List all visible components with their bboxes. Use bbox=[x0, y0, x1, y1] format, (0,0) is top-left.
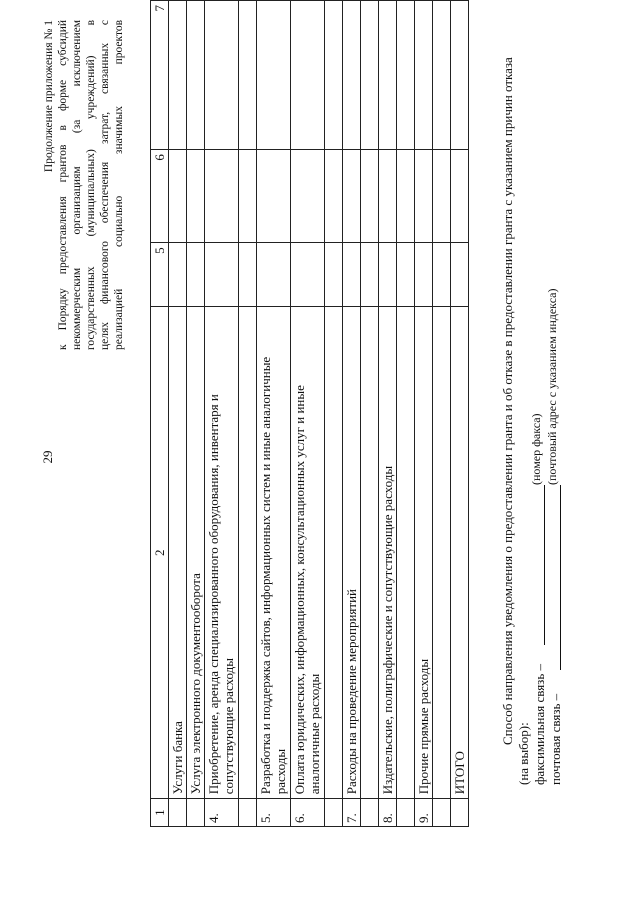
cell-empty bbox=[451, 1, 469, 150]
table-row bbox=[343, 1, 361, 827]
table-total-row bbox=[451, 1, 469, 827]
header-line-3: некоммерческим организациям (за исключением bbox=[71, 20, 83, 350]
header-line-6: реализацией социально значимых проектов bbox=[113, 20, 125, 350]
row-text bbox=[325, 307, 343, 799]
fax-label: факсимильная связь – bbox=[532, 664, 547, 785]
cell-empty bbox=[415, 243, 433, 307]
cell-empty bbox=[291, 150, 325, 243]
row-number: 7. bbox=[343, 799, 361, 827]
row-text: Приобретение, аренда специализированного оборудования, инвентаря и сопутствующие расходы bbox=[205, 307, 239, 799]
row-text: Оплата юридических, информационных, консультационных услуг и иные аналогичные расходы bbox=[291, 307, 325, 799]
cell-empty bbox=[205, 150, 239, 243]
header-cell-5: 5 bbox=[151, 243, 169, 307]
row-text bbox=[433, 307, 451, 799]
post-label: почтовая связь – bbox=[548, 693, 563, 785]
cell-empty bbox=[239, 150, 257, 243]
table-row bbox=[325, 1, 343, 827]
cell-empty bbox=[239, 243, 257, 307]
cell-empty bbox=[291, 1, 325, 150]
cell-empty bbox=[187, 150, 205, 243]
table-row bbox=[433, 1, 451, 827]
cell-empty bbox=[257, 1, 291, 150]
cell-empty bbox=[361, 150, 379, 243]
cell-empty bbox=[291, 243, 325, 307]
cell-empty bbox=[397, 150, 415, 243]
appendix-header bbox=[42, 20, 126, 350]
cell-empty bbox=[415, 150, 433, 243]
cell-empty bbox=[257, 150, 291, 243]
row-number bbox=[325, 799, 343, 827]
row-number: 6. bbox=[291, 799, 325, 827]
cell-empty bbox=[343, 243, 361, 307]
notification-section bbox=[500, 40, 564, 785]
row-text: Прочие прямые расходы bbox=[415, 307, 433, 799]
row-number bbox=[361, 799, 379, 827]
row-number: 9. bbox=[415, 799, 433, 827]
row-text bbox=[397, 307, 415, 799]
table-row bbox=[415, 1, 433, 827]
header-cell-7: 7 bbox=[151, 1, 169, 150]
header-line-5: целях финансового обеспечения затрат, связанных с bbox=[99, 20, 111, 350]
header-line-1: Продолжение приложения № 1 bbox=[43, 20, 55, 173]
row-text: Услуги банка bbox=[169, 307, 187, 799]
post-caption: (почтовый адрес с указанием индекса) bbox=[545, 288, 559, 485]
notification-paragraph: Способ направления уведомления о предоставлении гранта и об отказе в предоставлении гранта с указанием причин отказа (на выбор): bbox=[500, 57, 531, 785]
row-number bbox=[451, 799, 469, 827]
cell-empty bbox=[205, 243, 239, 307]
table-row bbox=[379, 1, 397, 827]
post-row bbox=[545, 40, 564, 785]
cell-empty bbox=[433, 243, 451, 307]
cell-empty bbox=[325, 150, 343, 243]
page-number: 29 bbox=[40, 450, 55, 464]
row-number bbox=[187, 799, 205, 827]
row-text bbox=[239, 307, 257, 799]
cell-empty bbox=[397, 243, 415, 307]
cell-empty bbox=[169, 150, 187, 243]
cell-empty bbox=[239, 1, 257, 150]
cell-empty bbox=[187, 1, 205, 150]
cell-empty bbox=[325, 243, 343, 307]
row-text: Издательские, полиграфические и сопутствующие расходы bbox=[379, 307, 397, 799]
fax-blank-line bbox=[544, 485, 545, 645]
table-row bbox=[257, 1, 291, 827]
header-line-4: государственных (муниципальных) учреждений) в bbox=[85, 20, 97, 350]
table-row bbox=[397, 1, 415, 827]
fax-caption: (номер факса) bbox=[529, 413, 543, 485]
cell-empty bbox=[451, 243, 469, 307]
header-cell-6: 6 bbox=[151, 150, 169, 243]
post-blank-line bbox=[560, 485, 561, 670]
table-row bbox=[169, 1, 187, 827]
cell-empty bbox=[451, 150, 469, 243]
cell-empty bbox=[169, 1, 187, 150]
row-number bbox=[433, 799, 451, 827]
cell-empty bbox=[397, 1, 415, 150]
row-text: Расходы на проведение мероприятий bbox=[343, 307, 361, 799]
table-row bbox=[361, 1, 379, 827]
row-text: Услуга электронного документооборота bbox=[187, 307, 205, 799]
table-row bbox=[205, 1, 239, 827]
cell-empty bbox=[379, 243, 397, 307]
expenses-table bbox=[150, 0, 469, 827]
table-row bbox=[239, 1, 257, 827]
cell-empty bbox=[325, 1, 343, 150]
header-cell-1: 1 bbox=[151, 799, 169, 827]
cell-empty bbox=[205, 1, 239, 150]
header-line-2: к Порядку предоставления грантов в форме субсидий bbox=[57, 20, 69, 350]
cell-empty bbox=[343, 150, 361, 243]
row-number: 4. bbox=[205, 799, 239, 827]
cell-empty bbox=[433, 1, 451, 150]
cell-empty bbox=[361, 1, 379, 150]
cell-empty bbox=[361, 243, 379, 307]
row-text: Разработка и поддержка сайтов, информационных систем и иные аналогичные расходы bbox=[257, 307, 291, 799]
cell-empty bbox=[257, 243, 291, 307]
cell-empty bbox=[379, 1, 397, 150]
cell-empty bbox=[379, 150, 397, 243]
table-header-row bbox=[151, 1, 169, 827]
row-text: ИТОГО bbox=[451, 307, 469, 799]
cell-empty bbox=[187, 243, 205, 307]
row-number bbox=[169, 799, 187, 827]
cell-empty bbox=[415, 1, 433, 150]
row-number: 5. bbox=[257, 799, 291, 827]
cell-empty bbox=[433, 150, 451, 243]
row-text bbox=[361, 307, 379, 799]
row-number bbox=[239, 799, 257, 827]
cell-empty bbox=[169, 243, 187, 307]
row-number bbox=[397, 799, 415, 827]
header-cell-2: 2 bbox=[151, 307, 169, 799]
cell-empty bbox=[343, 1, 361, 150]
table-row bbox=[291, 1, 325, 827]
table-row bbox=[187, 1, 205, 827]
row-number: 8. bbox=[379, 799, 397, 827]
